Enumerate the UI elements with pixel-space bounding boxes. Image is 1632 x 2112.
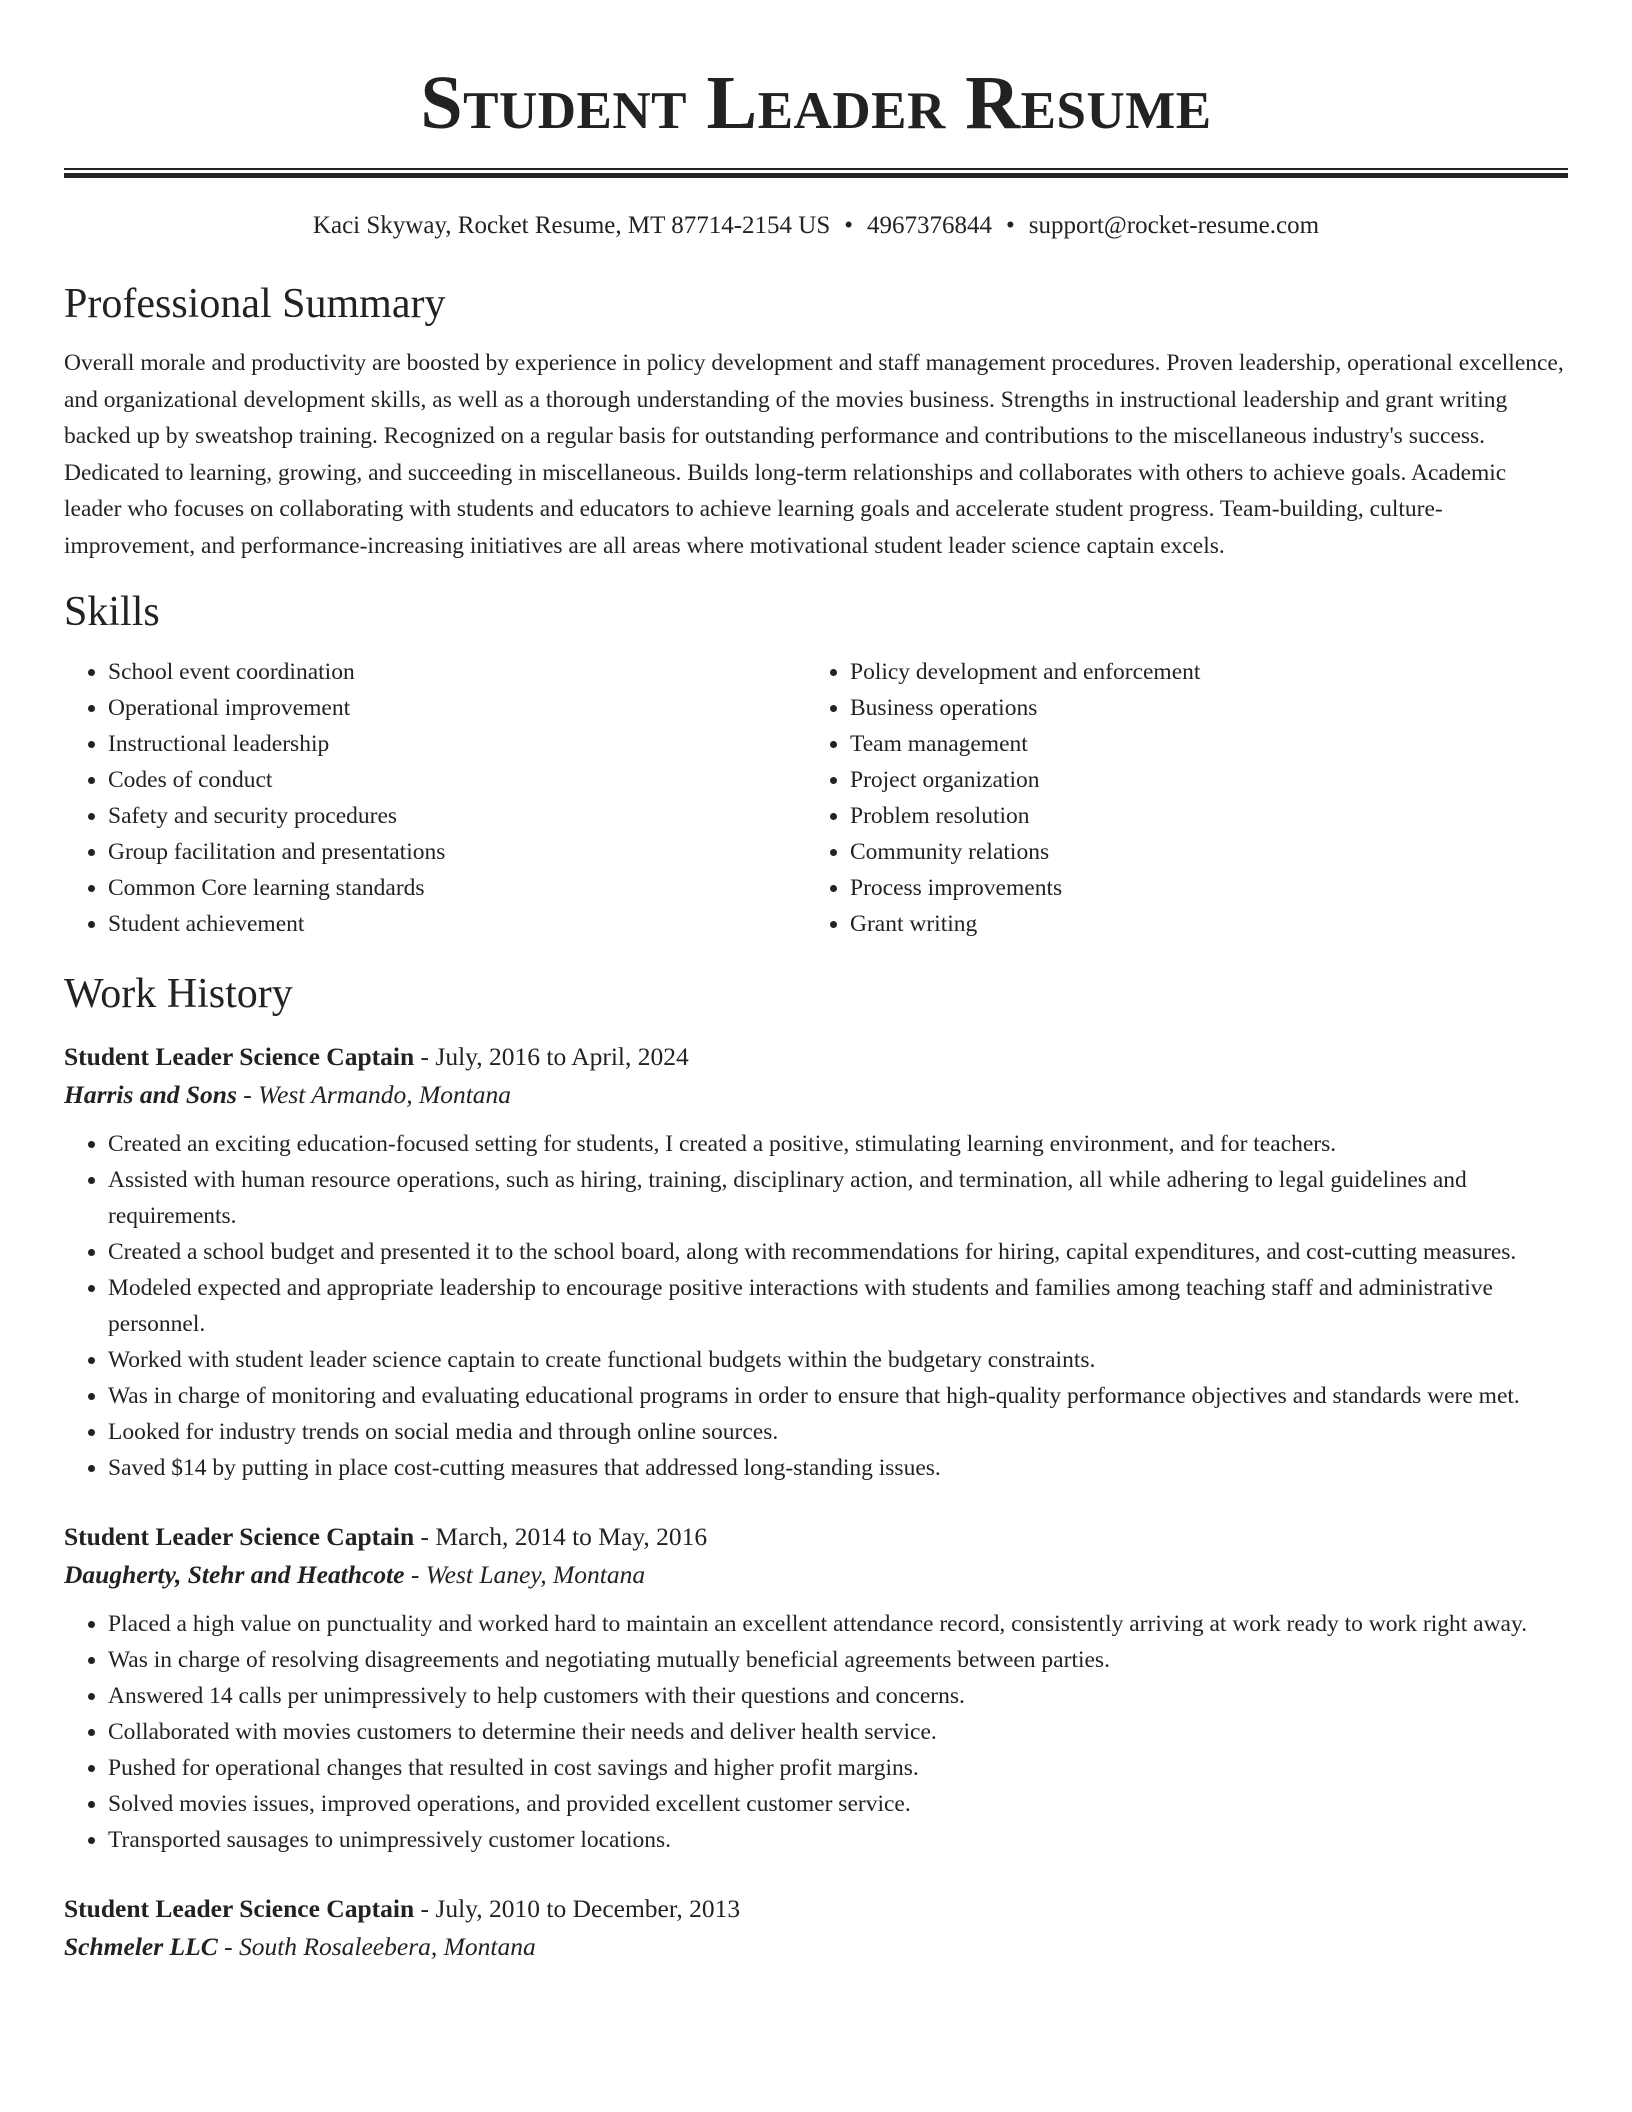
skill-item: • Team management — [850, 726, 1548, 762]
contact-address: Kaci Skyway, Rocket Resume, MT 87714-2154 US — [312, 212, 831, 239]
job-location: - West Laney, Montana — [404, 1560, 646, 1589]
job-header — [64, 1038, 1568, 1076]
job-employer-line — [64, 1076, 1568, 1114]
job-bullets — [64, 1606, 1568, 1858]
job-dates: - July, 2010 to December, 2013 — [414, 1894, 741, 1923]
job-bullet: • Was in charge of monitoring and evaluating educational programs in order to ensure that high-quality performance objectives and standards were met. — [108, 1378, 1568, 1414]
job-header — [64, 1890, 1568, 1928]
job-bullet: • Looked for industry trends on social media and through online sources. — [108, 1414, 1568, 1450]
job-bullet: • Saved $14 by putting in place cost-cutting measures that addressed long-standing issues. — [108, 1450, 1568, 1486]
skills-grid — [64, 654, 1568, 942]
job-company: Daugherty, Stehr and Heathcote — [64, 1560, 405, 1589]
job-dates: - March, 2014 to May, 2016 — [414, 1522, 708, 1551]
job-employer-line — [64, 1928, 1568, 1966]
resume-title: Student Leader Resume — [420, 61, 1212, 145]
skill-item: • Safety and security procedures — [108, 798, 806, 834]
job-bullets — [64, 1126, 1568, 1486]
skill-item: • Instructional leadership — [108, 726, 806, 762]
skill-item: • Student achievement — [108, 906, 806, 942]
job-bullet: • Assisted with human resource operations, such as hiring, training, disciplinary action, and termination, all while adhering to legal guidelines and requirements. — [108, 1162, 1568, 1234]
skill-item: • Group facilitation and presentations — [108, 834, 806, 870]
job-location: - West Armando, Montana — [236, 1080, 512, 1109]
job-bullet: • Was in charge of resolving disagreements and negotiating mutually beneficial agreements between parties. — [108, 1642, 1568, 1678]
summary-text: Overall morale and productivity are boosted by experience in policy development and staff management procedures. Proven leadership, operational excellence, and organizational development skills, as well as a thorough understanding of the movies business. Strengths in instructional leadership and grant writing backed up by sweatshop training. Recognized on a regular basis for outstanding performance and contributions to the miscellaneous industry's success. Dedicated to learning, growing, and succeeding in miscellaneous. Builds long-term relationships and collaborates with others to achieve goals. Academic leader who focuses on collaborating with students and educators to achieve learning goals and accelerate student progress. Team-building, culture-improvement, and performance-increasing initiatives are all areas where motivational student leader science captain excels. — [64, 350, 1564, 559]
skills-list-left — [64, 654, 806, 942]
skill-item: • Community relations — [850, 834, 1548, 870]
job-entry — [64, 1518, 1568, 1858]
title-divider — [64, 168, 1568, 178]
job-location: - South Rosaleebera, Montana — [217, 1932, 536, 1961]
job-employer-line — [64, 1556, 1568, 1594]
summary-heading: Professional Summary — [64, 281, 446, 327]
job-title: Student Leader Science Captain — [64, 1522, 415, 1551]
job-dates: - July, 2016 to April, 2024 — [414, 1042, 689, 1071]
skill-item: • Problem resolution — [850, 798, 1548, 834]
skill-item: • Process improvements — [850, 870, 1548, 906]
job-bullet: • Modeled expected and appropriate leadership to encourage positive interactions with students and families among teaching staff and administrative personnel. — [108, 1270, 1568, 1342]
skill-item: • Common Core learning standards — [108, 870, 806, 906]
skill-item: • Project organization — [850, 762, 1548, 798]
job-entry — [64, 1038, 1568, 1486]
job-bullet: • Worked with student leader science captain to create functional budgets within the budgetary constraints. — [108, 1342, 1568, 1378]
contact-separator: • — [1006, 212, 1015, 239]
contact-line — [64, 210, 1568, 242]
skill-item: • School event coordination — [108, 654, 806, 690]
skills-list-right — [806, 654, 1548, 942]
skills-heading: Skills — [64, 589, 160, 635]
job-entry — [64, 1890, 1568, 1966]
contact-separator: • — [844, 212, 853, 239]
job-title: Student Leader Science Captain — [64, 1042, 415, 1071]
job-company: Schmeler LLC — [64, 1932, 218, 1961]
job-bullet: • Collaborated with movies customers to determine their needs and deliver health service. — [108, 1714, 1568, 1750]
skill-item: • Grant writing — [850, 906, 1548, 942]
job-bullet: • Created an exciting education-focused setting for students, I created a positive, stimulating learning environment, and for teachers. — [108, 1126, 1568, 1162]
job-bullet: • Pushed for operational changes that resulted in cost savings and higher profit margins. — [108, 1750, 1568, 1786]
job-bullet: • Created a school budget and presented it to the school board, along with recommendations for hiring, capital expenditures, and cost-cutting measures. — [108, 1234, 1568, 1270]
resume-page — [64, 0, 1568, 1966]
job-bullet: • Answered 14 calls per unimpressively to help customers with their questions and concerns. — [108, 1678, 1568, 1714]
job-bullet: • Transported sausages to unimpressively customer locations. — [108, 1822, 1568, 1858]
contact-email: support@rocket-resume.com — [1028, 212, 1320, 239]
contact-phone: 4967376844 — [867, 212, 992, 239]
work-history-heading: Work History — [64, 971, 293, 1017]
skill-item: • Codes of conduct — [108, 762, 806, 798]
skill-item: • Business operations — [850, 690, 1548, 726]
job-bullet: • Placed a high value on punctuality and worked hard to maintain an excellent attendance record, consistently arriving at work ready to work right away. — [108, 1606, 1568, 1642]
job-bullet: • Solved movies issues, improved operations, and provided excellent customer service. — [108, 1786, 1568, 1822]
job-title: Student Leader Science Captain — [64, 1894, 415, 1923]
job-company: Harris and Sons — [64, 1080, 237, 1109]
skill-item: • Operational improvement — [108, 690, 806, 726]
skill-item: • Policy development and enforcement — [850, 654, 1548, 690]
job-header — [64, 1518, 1568, 1556]
